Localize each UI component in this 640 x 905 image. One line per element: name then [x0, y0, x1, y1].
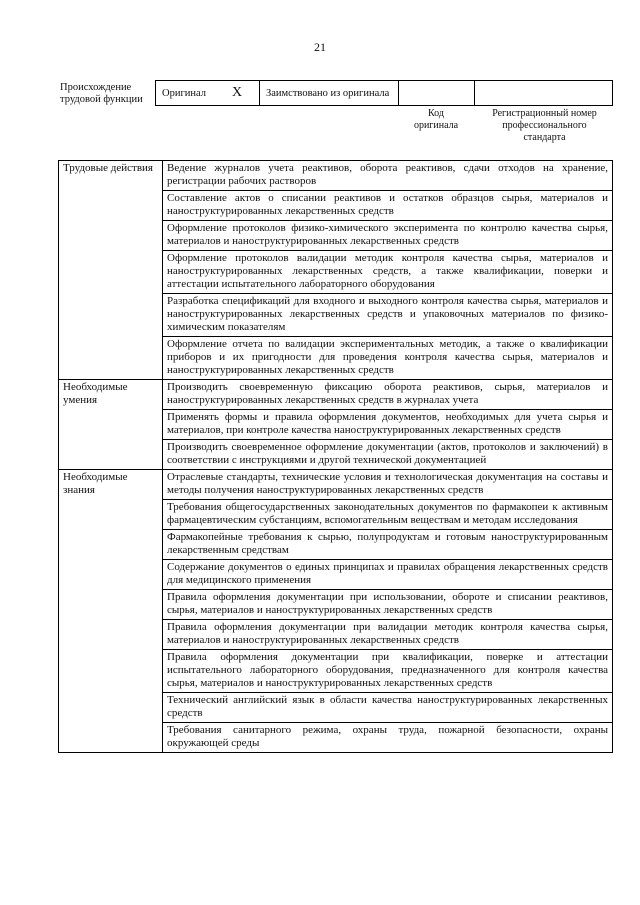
section-item: Содержание документов о единых принципах и правилах обращения лекарственных средств для медицинского применения [163, 560, 613, 590]
table-row [59, 470, 613, 500]
section-item: Разработка спецификаций для входного и выходного контроля качества сырья, материалов и наноструктурированных лекарственных средств и упаковочных материалов по физико-химическим показателям [163, 294, 613, 337]
section-item: Требования общегосударственных законодательных документов по фармакопеи к активным фармацевтическим субстанциям, вспомогательным веществам и методам исследования [163, 500, 613, 530]
section-item: Правила оформления документации при квалификации, поверке и аттестации испытательного лабораторного оборудования, предназначенного для контроля качества сырья, материалов и наноструктурированных лекарственных средств [163, 650, 613, 693]
section-item: Технический английский язык в области качества наноструктурированных лекарственных средств [163, 693, 613, 723]
section-item: Правила оформления документации при использовании, обороте и списании реактивов, сырья, материалов и наноструктурированных лекарственных средств [163, 590, 613, 620]
origin-label: Происхождение трудовой функции [60, 82, 143, 105]
section-item: Производить своевременное оформление документации (актов, протоколов и заключений) в соответствии с инструкциями и другой технической документацией [163, 440, 613, 470]
section-title: Необходимые умения [59, 380, 163, 470]
original-cell [155, 80, 260, 106]
original-label: Оригинал [162, 87, 206, 99]
section-item: Оформление протоколов валидации методик контроля качества сырья, материалов и наноструктурированных лекарственных средств, а также квалификации, поверки и аттестации испытательного лабораторного оборудования [163, 251, 613, 294]
reg-number-label: Регистрационный номер профессионального стандарта [492, 108, 597, 143]
section-item: Составление актов о списании реактивов и остатков образцов сырья, материалов и наноструктурированных лекарственных средств [163, 191, 613, 221]
section-item: Применять формы и правила оформления документов, необходимых для учета сырья и материалов, при контроле качества наноструктурированных лекарственных средств [163, 410, 613, 440]
section-item: Оформление отчета по валидации экспериментальных методик, а также о квалификации приборов и их пригодности для проведения контроля качества сырья, материалов и наноструктурированных лекарственных средств [163, 337, 613, 380]
section-title: Трудовые действия [59, 161, 163, 380]
page-number: 21 [314, 40, 326, 54]
original-mark: X [232, 85, 243, 100]
section-item: Требования санитарного режима, охраны труда, пожарной безопасности, охраны окружающей среды [163, 723, 613, 753]
section-item: Ведение журналов учета реактивов, оборота реактивов, сдачи отходов на хранение, регистрации рабочих растворов [163, 161, 613, 191]
section-item: Правила оформления документации при валидации методик контроля качества сырья, материалов и наноструктурированных лекарственных средств [163, 620, 613, 650]
labor-function-table [58, 160, 613, 753]
section-item: Фармакопейные требования к сырью, полупродуктам и готовым наноструктурированным лекарственным средствам [163, 530, 613, 560]
table-row [59, 161, 613, 191]
borrowed-cell [259, 80, 399, 106]
section-item: Оформление протоколов физико-химического эксперимента по контролю качества сырья, материалов и наноструктурированных лекарственных средств [163, 221, 613, 251]
section-title: Необходимые знания [59, 470, 163, 753]
code-label: Код оригинала [413, 108, 459, 131]
borrowed-label: Заимствовано из оригинала [266, 87, 390, 99]
code-cell [398, 80, 475, 106]
reg-number-cell [474, 80, 613, 106]
table-row [59, 380, 613, 410]
section-item: Производить своевременную фиксацию оборота реактивов, сырья, материалов и наноструктурированных лекарственных средств в журналах учета [163, 380, 613, 410]
section-item: Отраслевые стандарты, технические условия и технологическая документация на составы и методы получения наноструктурированных лекарственных средств [163, 470, 613, 500]
